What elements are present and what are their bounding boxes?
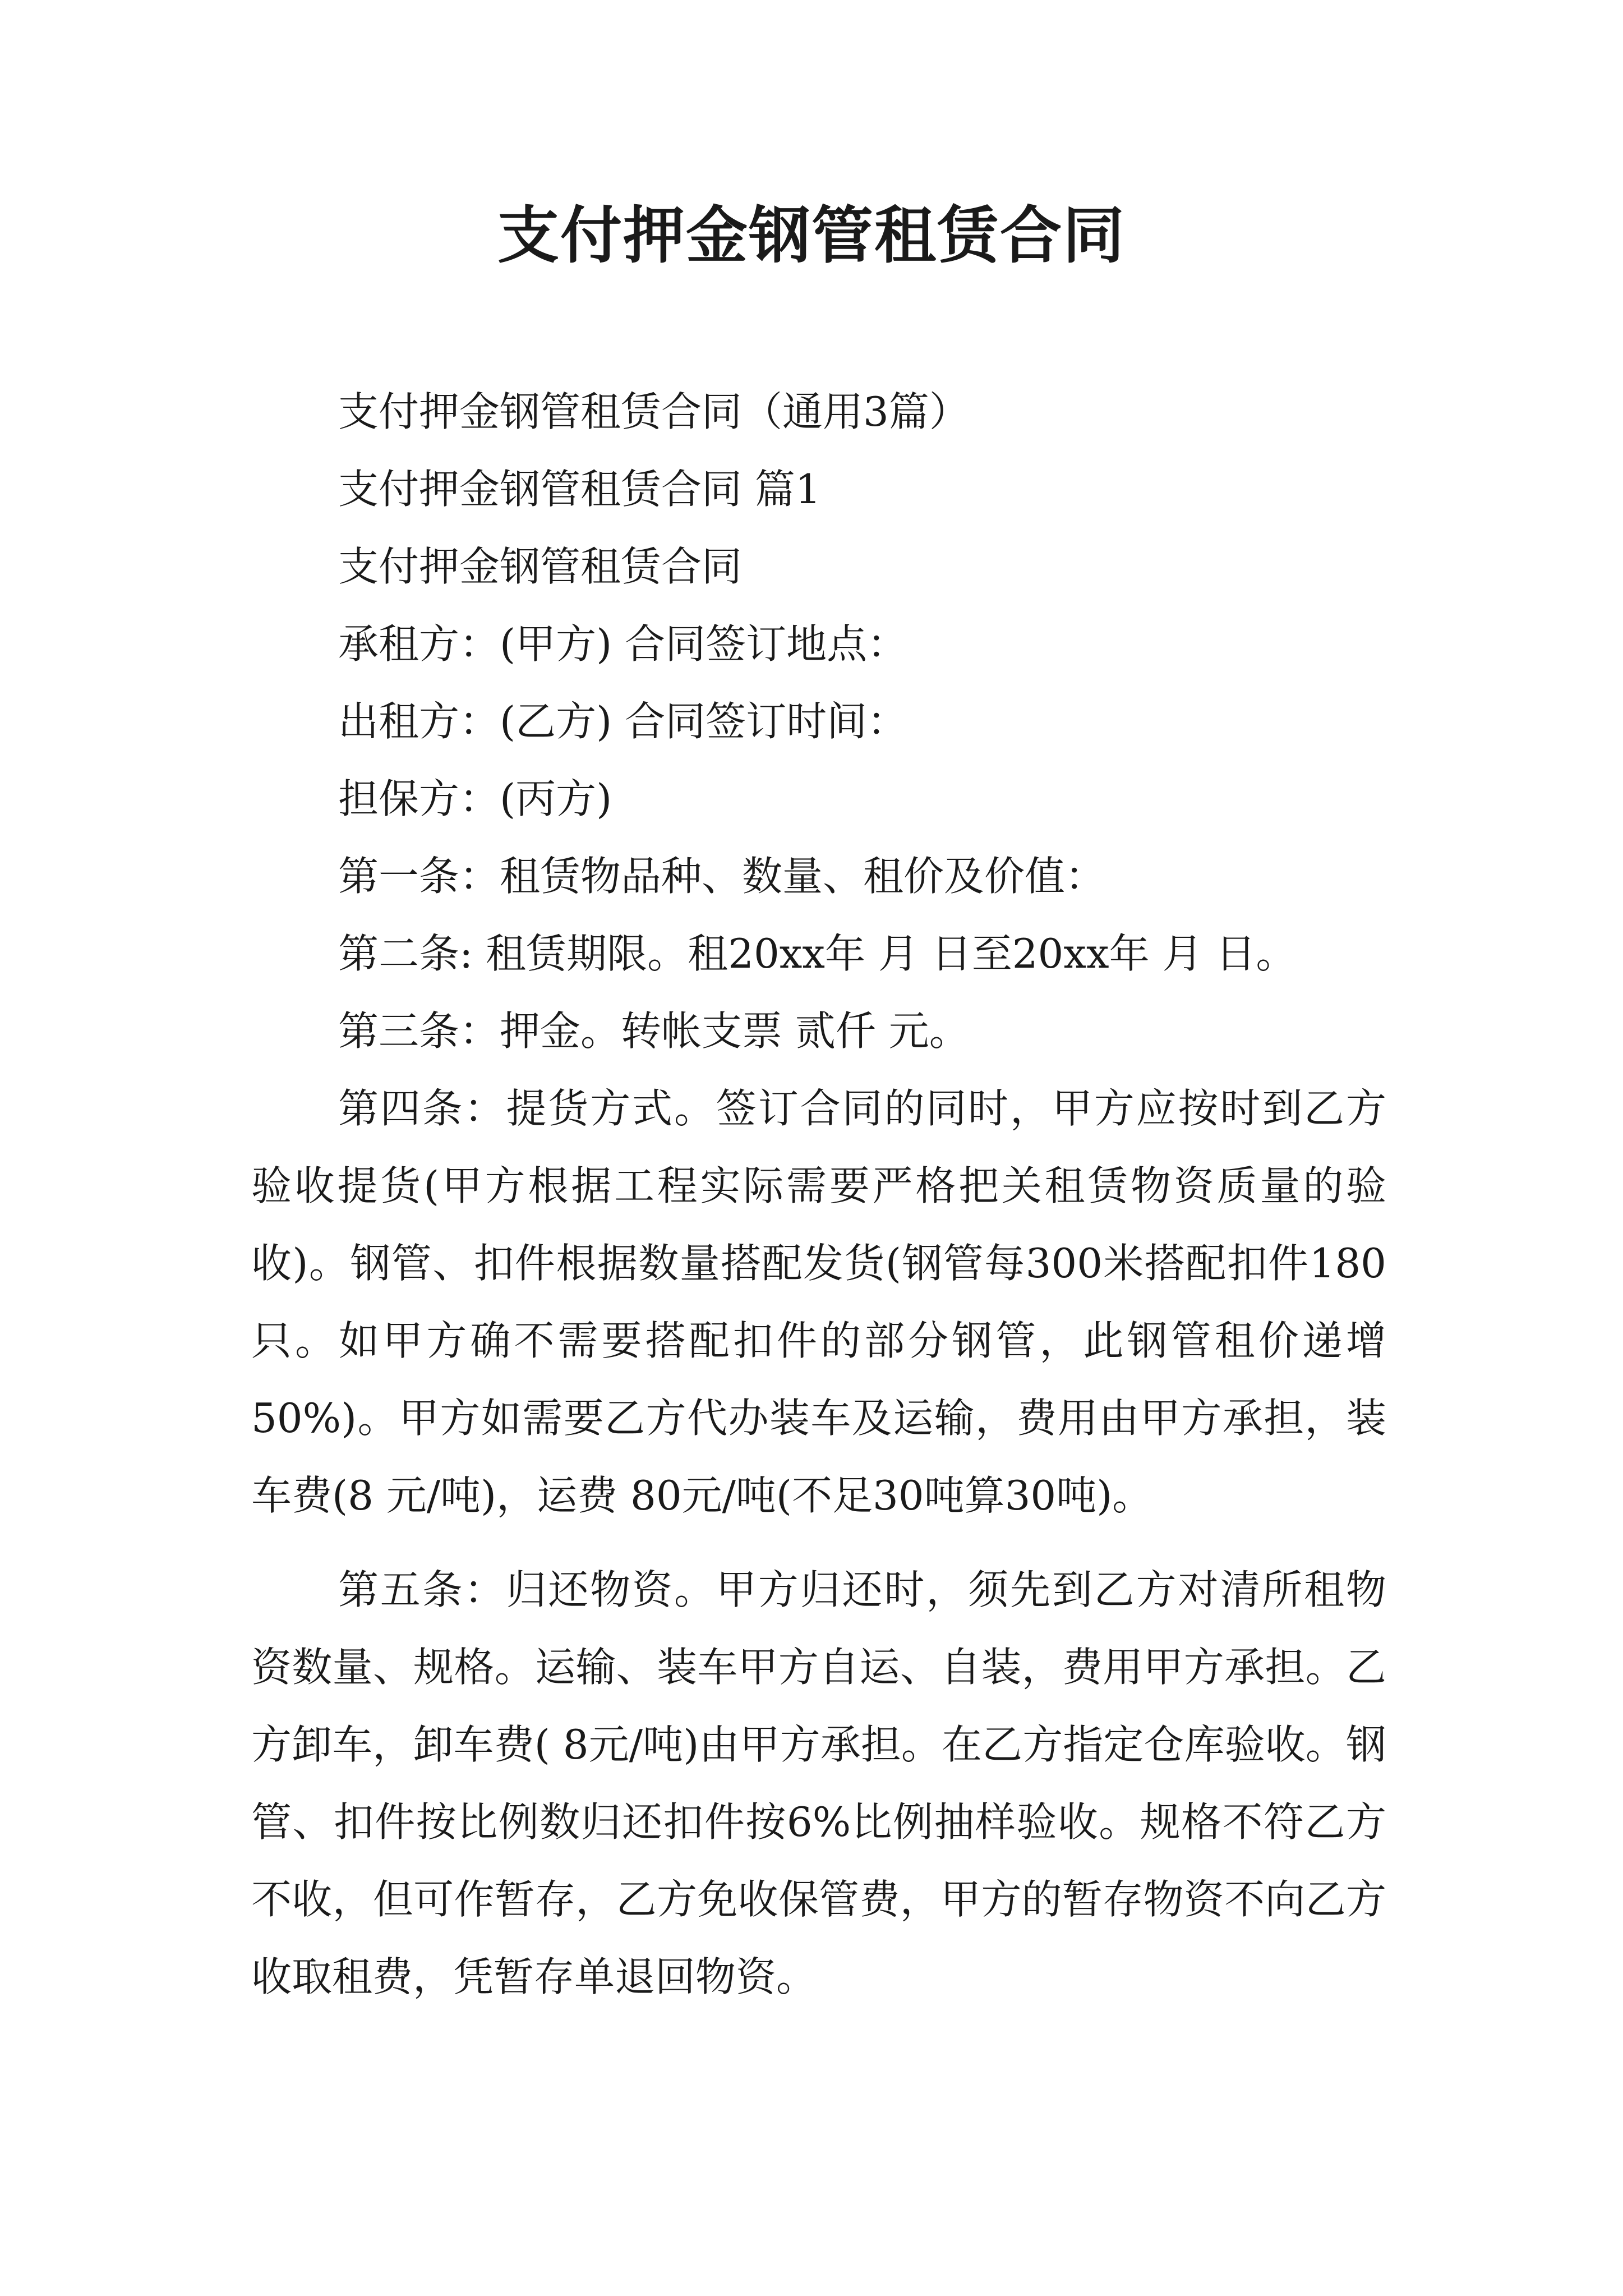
line-lessee: 承租方：(甲方) 合同签订地点： [338, 620, 908, 668]
document-title: 支付押金钢管租赁合同 [497, 200, 1126, 272]
paragraph-article-5: 第五条：归还物资。甲方归还时，须先到乙方对清所租物资数量、规格。运输、装车甲方自运、自装，费用甲方承担。乙方卸车，卸车费( 8元/吨)由甲方承担。在乙方指定仓库验收。钢管、扣件按比例数归还扣件按6%比例抽样验收。规格不符乙方不收，但可作暂存，乙方免收保管费，甲方的暂存物资不向乙方收取租费，凭暂存单退回物资。 [251, 1566, 1386, 2000]
document-body [251, 373, 1386, 2016]
line-part-heading: 支付押金钢管租赁合同 篇1 [338, 466, 821, 513]
paragraph-article-4: 第四条：提货方式。签订合同的同时，甲方应按时到乙方验收提货(甲方根据工程实际需要严格把关租赁物资质量的验收)。钢管、扣件根据数量搭配发货(钢管每300米搭配扣件180只。如甲方确不需要搭配扣件的部分钢管，此钢管租价递增50%)。甲方如需要乙方代办装车及运输，费用由甲方承担，装车费(8 元/吨)，运费 80元/吨(不足30吨算30吨)。 [251, 1085, 1386, 1519]
line-contract-name: 支付押金钢管租赁合同 [338, 543, 743, 590]
line-lessor: 出租方：(乙方) 合同签订时间： [338, 698, 908, 745]
line-article-1: 第一条：租赁物品种、数量、租价及价值： [338, 853, 1106, 900]
line-guarantor: 担保方：(丙方) [338, 775, 612, 822]
line-subtitle: 支付押金钢管租赁合同（通用3篇） [338, 388, 970, 435]
line-article-3: 第三条：押金。转帐支票 贰仟 元。 [338, 1007, 970, 1055]
paragraph-gap [251, 1534, 1386, 1551]
line-article-2: 第二条: 租赁期限。租20xx年 月 日至20xx年 月 日。 [338, 930, 1297, 977]
